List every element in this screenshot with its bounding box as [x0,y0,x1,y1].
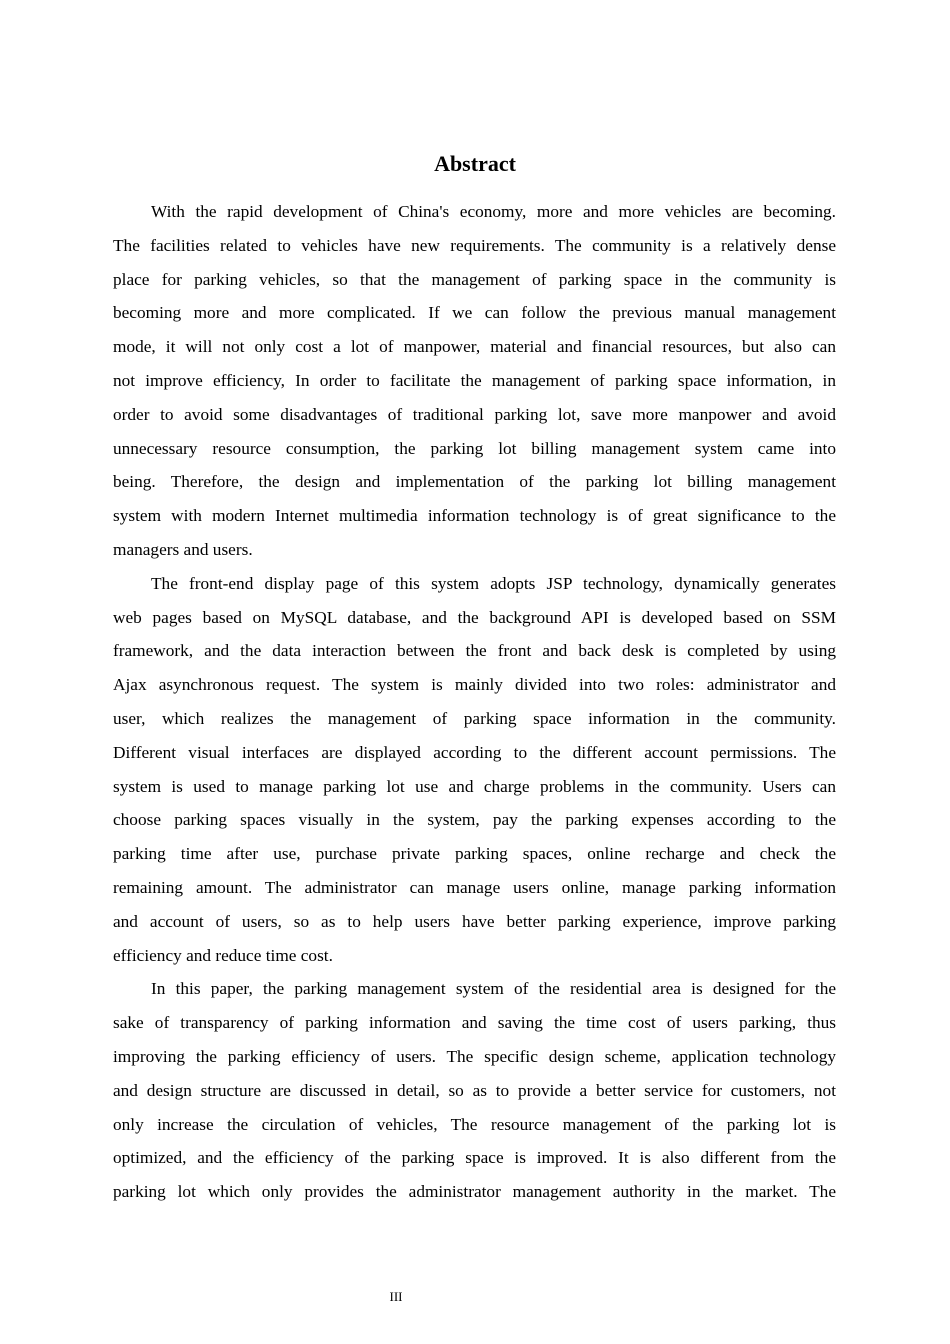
text-line: With the rapid development of China's economy, more and more vehicles are becoming. [151,202,836,221]
text-line: sake of transparency of parking information and saving the time cost of users parking, thus [113,1013,836,1033]
page-title: Abstract [434,151,516,176]
text-line: remaining amount. The administrator can manage users online, manage parking information [113,877,836,897]
text-line: place for parking vehicles, so that the management of parking space in the community is [113,269,836,289]
paragraph-3 [113,976,836,1213]
text-line: efficiency and reduce time cost. [113,945,333,965]
text-line: becoming more and more complicated. If we can follow the previous manual management [113,303,836,323]
text-line: The facilities related to vehicles have new requirements. The community is a relatively dense [113,235,836,255]
text-line: In this paper, the parking management system of the residential area is designed for the [151,979,836,999]
text-line: The front-end display page of this system adopts JSP technology, dynamically generates [151,573,836,593]
text-line: system is used to manage parking lot use and charge problems in the community. Users can [113,776,836,796]
text-line: user, which realizes the management of parking space information in the community. [113,708,836,728]
paragraph-1 [113,199,836,571]
text-line: managers and users. [113,539,253,559]
text-line: order to avoid some disadvantages of traditional parking lot, save more manpower and avoid [113,404,836,424]
text-line: and design structure are discussed in detail, so as to provide a better service for customers, not [113,1080,836,1100]
paragraph-2 [113,571,836,977]
text-line: web pages based on MySQL database, and the background API is developed based on SSM [113,607,836,627]
text-line: Ajax asynchronous request. The system is mainly divided into two roles: administrator and [113,675,836,695]
text-line: and account of users, so as to help users have better parking experience, improve parking [113,911,836,931]
text-line: parking time after use, purchase private parking spaces, online recharge and check the [113,844,836,864]
page-number: III [389,1289,403,1304]
text-line: unnecessary resource consumption, the parking lot billing management system came into [113,438,836,458]
text-line: being. Therefore, the design and implementation of the parking lot billing management [113,472,836,492]
text-line: mode, it will not only cost a lot of manpower, material and financial resources, but also can [113,337,836,357]
text-line: only increase the circulation of vehicles, The resource management of the parking lot is [113,1114,836,1134]
text-line: parking lot which only provides the administrator management authority in the market. The [113,1182,836,1202]
text-line: Different visual interfaces are displayed according to the different account permissions. The [113,742,836,762]
text-line: not improve efficiency, In order to facilitate the management of parking space information, in [113,370,836,390]
text-line: system with modern Internet multimedia information technology is of great significance to the [113,506,836,526]
text-line: framework, and the data interaction between the front and back desk is completed by using [113,641,836,661]
abstract-body [113,199,836,1213]
text-line: improving the parking efficiency of users. The specific design scheme, application technology [113,1046,836,1066]
text-line: choose parking spaces visually in the system, pay the parking expenses according to the [113,810,836,830]
text-line: optimized, and the efficiency of the parking space is improved. It is also different from the [113,1148,836,1168]
